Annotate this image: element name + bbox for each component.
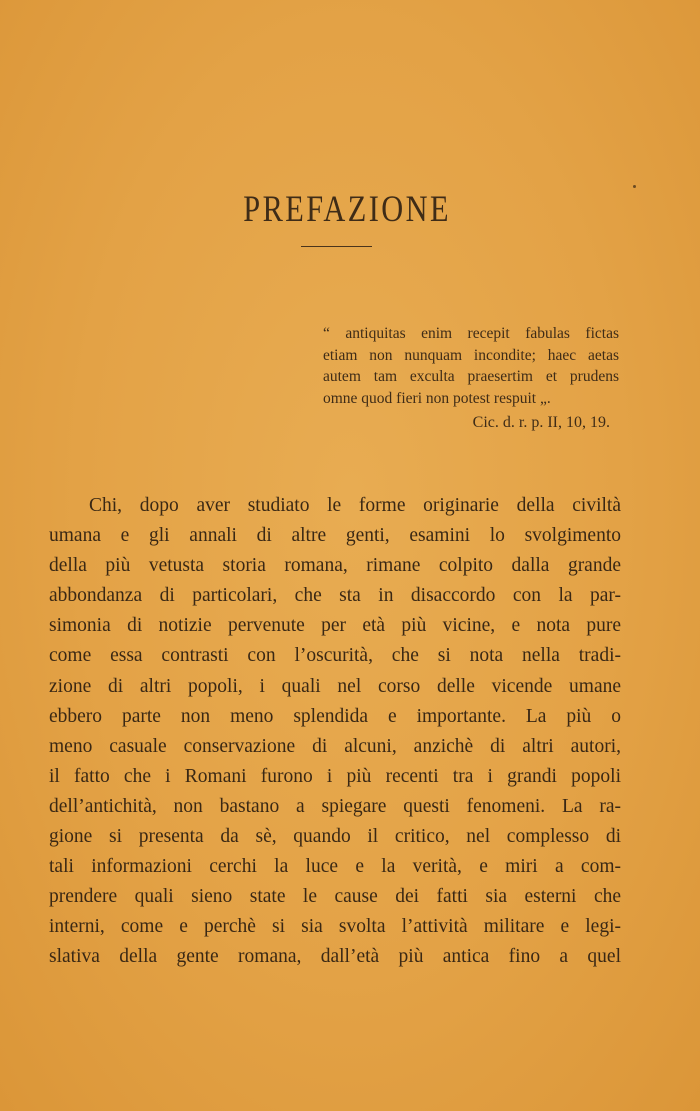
- body-line: prendere quali sieno state le cause dei fatti sia esterni che: [49, 886, 621, 908]
- body-line: dell’antichità, non bastano a spiegare questi fenomeni. La ra-: [49, 795, 621, 817]
- epigraph-line: omne quod fieri non potest respuit „.: [323, 389, 551, 407]
- body-line: ebbero parte non meno splendida e importante. La più o: [49, 705, 621, 727]
- epigraph-line: etiam non nunquam incondite; haec aetas: [323, 346, 619, 364]
- page-title: PREFAZIONE: [243, 189, 452, 230]
- body-line: gione si presenta da sè, quando il critico, nel complesso di: [49, 826, 621, 848]
- body-line: zione di altri popoli, i quali nel corso delle vicende umane: [49, 675, 621, 697]
- body-line: come essa contrasti con l’oscurità, che si nota nella tradi-: [49, 645, 621, 667]
- body-line: simonia di notizie pervenute per età più vicine, e nota pure: [49, 615, 621, 637]
- epigraph-citation: Cic. d. r. p. II, 10, 19.: [472, 414, 610, 431]
- body-line: Chi, dopo aver studiato le forme originarie della civiltà: [89, 495, 621, 516]
- body-line: meno casuale conservazione di alcuni, anzichè di altri autori,: [49, 735, 621, 757]
- body-line: tali informazioni cerchi la luce e la verità, e miri a com-: [49, 856, 621, 878]
- body-line: umana e gli annali di altre genti, esamini lo svolgimento: [49, 525, 621, 547]
- epigraph: [323, 323, 619, 409]
- body-line: della più vetusta storia romana, rimane colpito dalla grande: [49, 555, 621, 577]
- body-line: il fatto che i Romani furono i più recenti tra i grandi popoli: [49, 765, 621, 787]
- body-line: slativa della gente romana, dall’età più antica fino a quel: [49, 946, 621, 968]
- body-paragraph: [49, 491, 621, 973]
- body-line: abbondanza di particolari, che sta in disaccordo con la par-: [49, 585, 621, 607]
- epigraph-line: “ antiquitas enim recepit fabulas fictas: [323, 325, 619, 342]
- epigraph-line: autem tam exculta praesertim et prudens: [323, 368, 619, 385]
- title-rule: [301, 246, 372, 247]
- body-line: interni, come e perchè si sia svolta l’attività militare e legi-: [49, 916, 621, 938]
